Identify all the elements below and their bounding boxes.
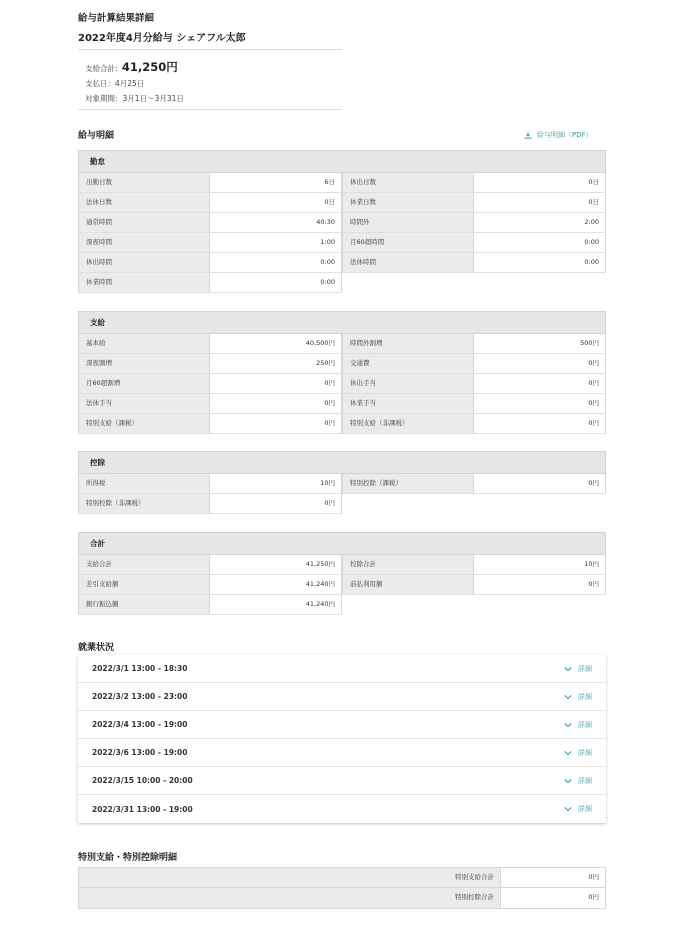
work-date: 2022/3/6 13:00 - 19:00 xyxy=(92,748,188,757)
cell-label: 特別支給（課税） xyxy=(78,414,210,433)
total-pay-value: 41,250円 xyxy=(121,60,178,74)
work-status-title: 就業状況 xyxy=(78,643,115,653)
payslip-cell xyxy=(78,555,342,575)
total-pay xyxy=(85,59,178,75)
payslip-cell xyxy=(78,575,342,595)
cell-value: 0円 xyxy=(474,394,606,413)
cell-label: 銀行振込額 xyxy=(78,595,210,614)
payslip-cell xyxy=(342,334,606,354)
attendance-grid xyxy=(78,173,606,293)
cell-value: 0日 xyxy=(210,193,342,212)
payslip-cell xyxy=(342,354,606,374)
cell-value: 0円 xyxy=(474,354,606,373)
cell-label: 月60超割増 xyxy=(78,374,210,393)
cell-label: 休出日数 xyxy=(342,173,474,192)
work-detail-toggle[interactable] xyxy=(564,804,592,814)
cell-value: 41,240円 xyxy=(210,595,342,614)
cell-value: 40:30 xyxy=(210,213,342,232)
section-header: 合計 xyxy=(78,532,606,555)
payslip-cell xyxy=(78,233,342,253)
cell-label: 出勤日数 xyxy=(78,173,210,192)
work-detail-label: 詳細 xyxy=(578,720,592,729)
payslip-cell xyxy=(342,394,606,414)
cell-value: 0円 xyxy=(474,414,606,433)
special-table xyxy=(78,867,606,909)
totals-grid xyxy=(78,555,606,615)
work-detail-label: 詳細 xyxy=(578,664,592,673)
chevron-down-icon xyxy=(564,778,572,784)
payslip-cell xyxy=(78,474,342,494)
work-detail-toggle[interactable] xyxy=(564,692,592,702)
payslip-cell xyxy=(78,253,342,273)
cell-label: 控除合計 xyxy=(342,555,474,574)
cell-value: 500円 xyxy=(474,334,606,353)
cell-label: 特別控除（非課税） xyxy=(78,494,210,513)
payslip-cell xyxy=(342,414,606,434)
download-icon xyxy=(524,131,532,139)
chevron-down-icon xyxy=(564,666,572,672)
page-subtitle: 2022年度4月分給与 シェアフル太郎 xyxy=(78,33,246,44)
work-status-list xyxy=(78,655,606,823)
chevron-down-icon xyxy=(564,750,572,756)
payslip-cell xyxy=(78,213,342,233)
payslip-cell xyxy=(342,474,606,494)
cell-value: 0円 xyxy=(210,414,342,433)
cell-value: 2:00 xyxy=(474,213,606,232)
cell-value: 0円 xyxy=(210,374,342,393)
section-deductions xyxy=(78,451,606,514)
cell-label: 時間外割増 xyxy=(342,334,474,353)
cell-label: 支給合計 xyxy=(78,555,210,574)
cell-label: 特別支給（非課税） xyxy=(342,414,474,433)
cell-value: 40,500円 xyxy=(210,334,342,353)
work-date: 2022/3/4 13:00 - 19:00 xyxy=(92,720,188,729)
cell-value: 41,240円 xyxy=(210,575,342,594)
cell-value: 0円 xyxy=(474,575,606,594)
pay-date: 支払日：4月25日 xyxy=(85,79,145,88)
special-label: 特別控除合計 xyxy=(79,888,501,908)
cell-label: 深夜割増 xyxy=(78,354,210,373)
chevron-down-icon xyxy=(564,806,572,812)
total-pay-label: 支給合計: xyxy=(85,64,118,73)
cell-label: 差引支給額 xyxy=(78,575,210,594)
payslip-cell xyxy=(78,414,342,434)
cell-value: 0円 xyxy=(210,394,342,413)
cell-value: 6日 xyxy=(210,173,342,192)
payslip-cell xyxy=(78,494,342,514)
work-detail-label: 詳細 xyxy=(578,748,592,757)
work-row[interactable] xyxy=(78,711,606,739)
work-row[interactable] xyxy=(78,795,606,823)
section-payments xyxy=(78,311,606,434)
chevron-down-icon xyxy=(564,694,572,700)
work-row[interactable] xyxy=(78,739,606,767)
special-title: 特別支給・特別控除明細 xyxy=(78,853,178,863)
cell-label: 前払利用額 xyxy=(342,575,474,594)
cell-label: 休出時間 xyxy=(78,253,210,272)
section-header: 勤怠 xyxy=(78,150,606,173)
payslip-cell xyxy=(342,374,606,394)
cell-value: 1:00 xyxy=(210,233,342,252)
payslip-pdf-link[interactable] xyxy=(524,130,593,140)
cell-label: 休出手当 xyxy=(342,374,474,393)
cell-label: 通常時間 xyxy=(78,213,210,232)
section-header: 支給 xyxy=(78,311,606,334)
payslip-cell xyxy=(78,334,342,354)
work-detail-toggle[interactable] xyxy=(564,776,592,786)
work-detail-toggle[interactable] xyxy=(564,720,592,730)
payslip-cell xyxy=(342,233,606,253)
payslip-cell xyxy=(342,193,606,213)
cell-value: 10円 xyxy=(210,474,342,493)
cell-value: 41,250円 xyxy=(210,555,342,574)
payslip-title: 給与明細 xyxy=(78,131,115,141)
payslip-pdf-label: 給与明細（PDF） xyxy=(537,131,593,139)
work-detail-label: 詳細 xyxy=(578,776,592,785)
cell-label: 法休手当 xyxy=(78,394,210,413)
payslip-cell xyxy=(78,173,342,193)
cell-label: 基本給 xyxy=(78,334,210,353)
cell-value: 0:00 xyxy=(210,273,342,292)
special-label: 特別支給合計 xyxy=(79,868,501,887)
cell-value: 10円 xyxy=(474,555,606,574)
payslip-cell xyxy=(78,394,342,414)
payslip-cell xyxy=(342,575,606,595)
work-date: 2022/3/15 10:00 - 20:00 xyxy=(92,776,193,785)
section-attendance xyxy=(78,150,606,293)
work-row[interactable] xyxy=(78,655,606,683)
work-detail-toggle[interactable] xyxy=(564,748,592,758)
cell-value: 0日 xyxy=(474,193,606,212)
target-period: 対象期間：3月1日〜3月31日 xyxy=(85,94,184,103)
payslip-cell xyxy=(342,253,606,273)
payslip-cell xyxy=(342,173,606,193)
table-row xyxy=(79,888,605,908)
page-title: 給与計算結果詳細 xyxy=(78,13,155,24)
deductions-grid xyxy=(78,474,606,514)
cell-value: 0日 xyxy=(474,173,606,192)
cell-label: 月60超時間 xyxy=(342,233,474,252)
cell-label: 特別控除（課税） xyxy=(342,474,474,493)
cell-label: 時間外 xyxy=(342,213,474,232)
cell-value: 0円 xyxy=(210,494,342,513)
work-date: 2022/3/31 13:00 - 19:00 xyxy=(92,804,193,814)
divider xyxy=(78,49,342,50)
cell-label: 法休時間 xyxy=(342,253,474,272)
cell-value: 0円 xyxy=(474,474,606,493)
cell-label: 所得税 xyxy=(78,474,210,493)
section-totals xyxy=(78,532,606,615)
cell-value: 250円 xyxy=(210,354,342,373)
cell-value: 0:00 xyxy=(210,253,342,272)
cell-value: 0円 xyxy=(474,374,606,393)
cell-label: 交通費 xyxy=(342,354,474,373)
cell-value: 0:00 xyxy=(474,253,606,272)
payments-grid xyxy=(78,334,606,434)
payslip-cell xyxy=(78,374,342,394)
divider xyxy=(78,109,342,110)
work-detail-label: 詳細 xyxy=(578,805,592,813)
cell-label: 休業時間 xyxy=(78,273,210,292)
payslip-cell xyxy=(78,354,342,374)
cell-label: 法休日数 xyxy=(78,193,210,212)
cell-value: 0:00 xyxy=(474,233,606,252)
chevron-down-icon xyxy=(564,722,572,728)
payslip-cell xyxy=(78,595,342,615)
work-row[interactable] xyxy=(78,683,606,711)
payslip-cell xyxy=(78,193,342,213)
special-value: 0円 xyxy=(501,888,605,908)
cell-label: 休業手当 xyxy=(342,394,474,413)
payslip-cell xyxy=(78,273,342,293)
work-date: 2022/3/2 13:00 - 23:00 xyxy=(92,692,188,701)
cell-label: 深夜時間 xyxy=(78,233,210,252)
work-detail-toggle[interactable] xyxy=(564,664,592,674)
special-value: 0円 xyxy=(501,868,605,887)
payslip-cell xyxy=(342,555,606,575)
table-row xyxy=(79,868,605,888)
section-header: 控除 xyxy=(78,451,606,474)
work-row[interactable] xyxy=(78,767,606,795)
work-detail-label: 詳細 xyxy=(578,692,592,701)
work-date: 2022/3/1 13:00 - 18:30 xyxy=(92,664,188,673)
cell-label: 休業日数 xyxy=(342,193,474,212)
payslip-cell xyxy=(342,213,606,233)
